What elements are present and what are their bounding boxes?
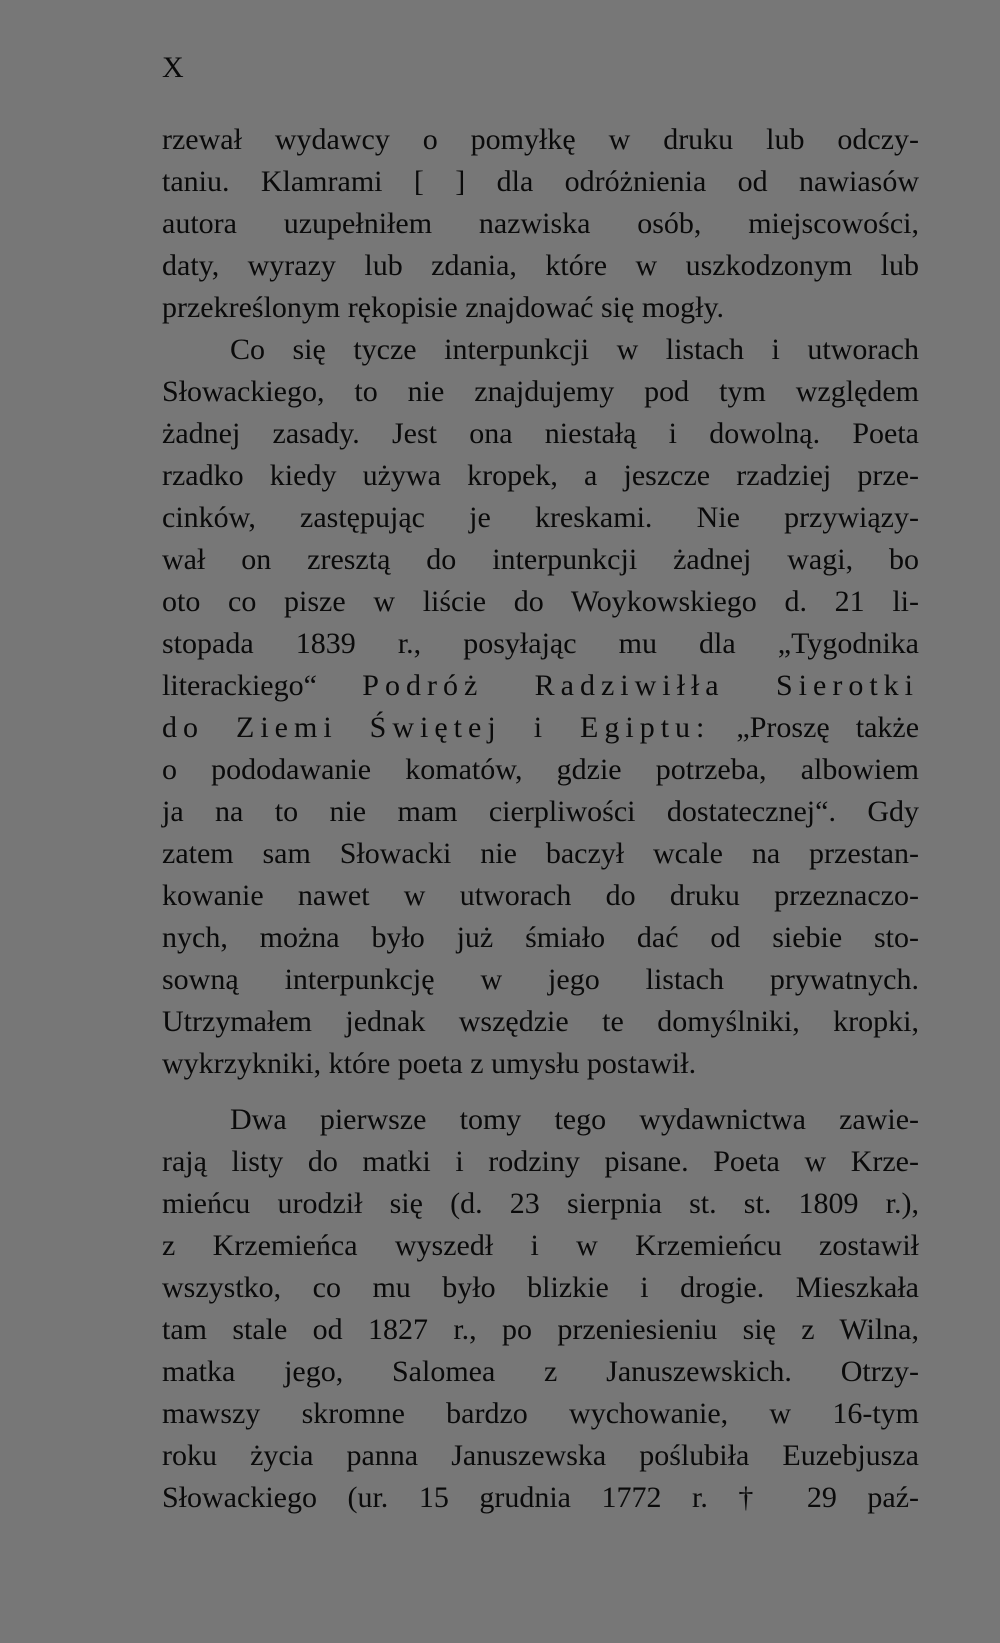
text-line: sowną interpunkcję w jego listach prywatnych. [162,963,919,996]
paragraph-2 [162,329,919,1085]
page-number: X [162,51,185,84]
text-line: mawszy skromne bardzo wychowanie, w 16-tym [162,1397,919,1430]
text-line: o pododawanie komatów, gdzie potrzeba, albowiem [162,753,919,786]
spaced-book-title: do Ziemi Świętej i Egiptu: [162,711,711,744]
text-line: Słowackiego, to nie znajdujemy pod tym względem [162,375,919,408]
text-line: nych, można było już śmiało dać od siebie sto- [162,921,919,954]
text-line: rzewał wydawcy o pomyłkę w druku lub odczy- [162,123,919,156]
text-line-with-title [162,665,919,707]
text-line: żadnej zasady. Jest ona niestałą i dowolną. Poeta [162,417,919,450]
quotation-start: „Proszę także [736,711,920,744]
text-line: wykrzykniki, które poeta z umysłu postawił. [162,1047,697,1080]
text-line: z Krzemieńca wyszedł i w Krzemieńcu zostawił [162,1229,919,1262]
text-line: cinków, zastępując je kreskami. Nie przywiązy- [162,501,919,534]
text-line-with-title [162,707,919,749]
text-line: roku życia panna Januszewska poślubiła Euzebjusza [162,1439,919,1472]
text-line: przekreślonym rękopisie znajdować się mogły. [162,291,725,324]
text-line: autora uzupełniłem nazwiska osób, miejscowości, [162,207,919,240]
text-line: rają listy do matki i rodziny pisane. Poeta w Krze- [162,1145,919,1178]
text-segment: literackiego“ [162,669,317,702]
text-line: taniu. Klamrami [ ] dla odróżnienia od nawiasów [162,165,919,198]
spaced-book-title: Podróż Radziwiłła Sierotki [362,669,919,702]
paragraph-1 [162,119,919,329]
paragraph-3 [162,1099,919,1519]
text-line: wszystko, co mu było blizkie i drogie. Mieszkała [162,1271,919,1304]
text-line: rzadko kiedy używa kropek, a jeszcze rzadziej prze- [162,459,919,492]
text-line: tam stale od 1827 r., po przeniesieniu się z Wilna, [162,1313,919,1346]
text-line: Utrzymałem jednak wszędzie te domyślniki, kropki, [162,1005,919,1038]
text-line: Co się tycze interpunkcji w listach i utworach [230,333,919,366]
text-line: stopada 1839 r., posyłając mu dla „Tygodnika [162,627,919,660]
text-line: ja na to nie mam cierpliwości dostatecznej“. Gdy [162,795,919,828]
text-line: Dwa pierwsze tomy tego wydawnictwa zawie- [230,1103,919,1136]
text-line: wał on zresztą do interpunkcji żadnej wagi, bo [162,543,919,576]
text-line: oto co pisze w liście do Woykowskiego d. 21 li- [162,585,919,618]
body-text [162,119,919,1519]
text-line: zatem sam Słowacki nie baczył wcale na przestan- [162,837,919,870]
text-line: mieńcu urodził się (d. 23 sierpnia st. st. 1809 r.), [162,1187,919,1220]
text-line: Słowackiego (ur. 15 grudnia 1772 r. † 29 paź- [162,1481,919,1514]
text-line: daty, wyrazy lub zdania, które w uszkodzonym lub [162,249,919,282]
text-line: matka jego, Salomea z Januszewskich. Otrzy- [162,1355,919,1388]
text-line: kowanie nawet w utworach do druku przeznaczo- [162,879,919,912]
